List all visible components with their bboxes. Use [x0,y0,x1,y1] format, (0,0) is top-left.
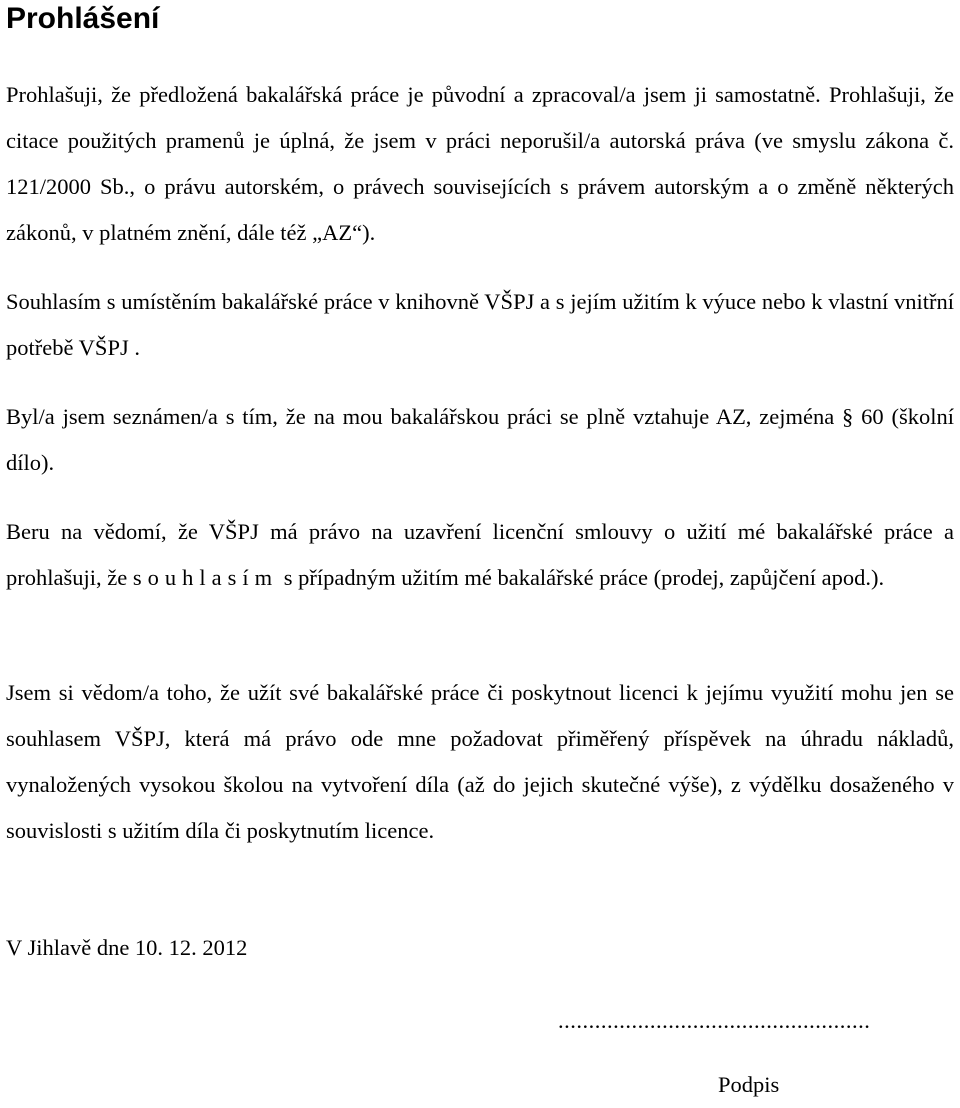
paragraph-license-restriction: Jsem si vědom/a toho, že užít své bakalářské práce či poskytnout licenci k jejímu využití mohu jen se souhlasem VŠPJ, která má právo ode mne požadovat přiměřený příspěvek na úhradu nákladů, vynaložených vysokou školou na vytvoření díla (až do jejich skutečné výše), z výdělku dosaženého v souvislosti s užitím díla či poskytnutím licence. [6,680,954,843]
paragraph-license-consent-word: souhlasím [132,565,279,590]
paragraph-license-text-start: Beru na vědomí, že VŠPJ má právo na uzavření licenční smlouvy o užití mé bakalářské práce a prohlašuji, že [6,519,954,590]
signature-label: Podpis [718,1072,780,1097]
page-title: Prohlášení [6,2,160,35]
paragraph-license-agreement [6,509,954,601]
paragraph-license-text-end: s případným užitím mé bakalářské práce (prodej, zapůjčení apod.). [278,565,885,590]
paragraph-library-consent: Souhlasím s umístěním bakalářské práce v knihovně VŠPJ a s jejím užitím k výuce nebo k vlastní vnitřní potřebě VŠPJ . [6,289,954,360]
paragraph-school-work: Byl/a jsem seznámen/a s tím, že na mou bakalářskou práci se plně vztahuje AZ, zejména § 60 (školní dílo). [6,404,954,475]
signature-line: ................................................... [558,1008,871,1033]
place-and-date: V Jihlavě dne 10. 12. 2012 [6,935,248,960]
paragraph-originality: Prohlašuji, že předložená bakalářská práce je původní a zpracoval/a jsem ji samostatně. Prohlašuji, že citace použitých pramenů je úplná, že jsem v práci neporušil/a autorská práva (ve smyslu zákona č. 121/2000 Sb., o právu autorském, o právech souvisejících s právem autorským a o změně některých zákonů, v platném znění, dále též „AZ“). [6,82,954,245]
